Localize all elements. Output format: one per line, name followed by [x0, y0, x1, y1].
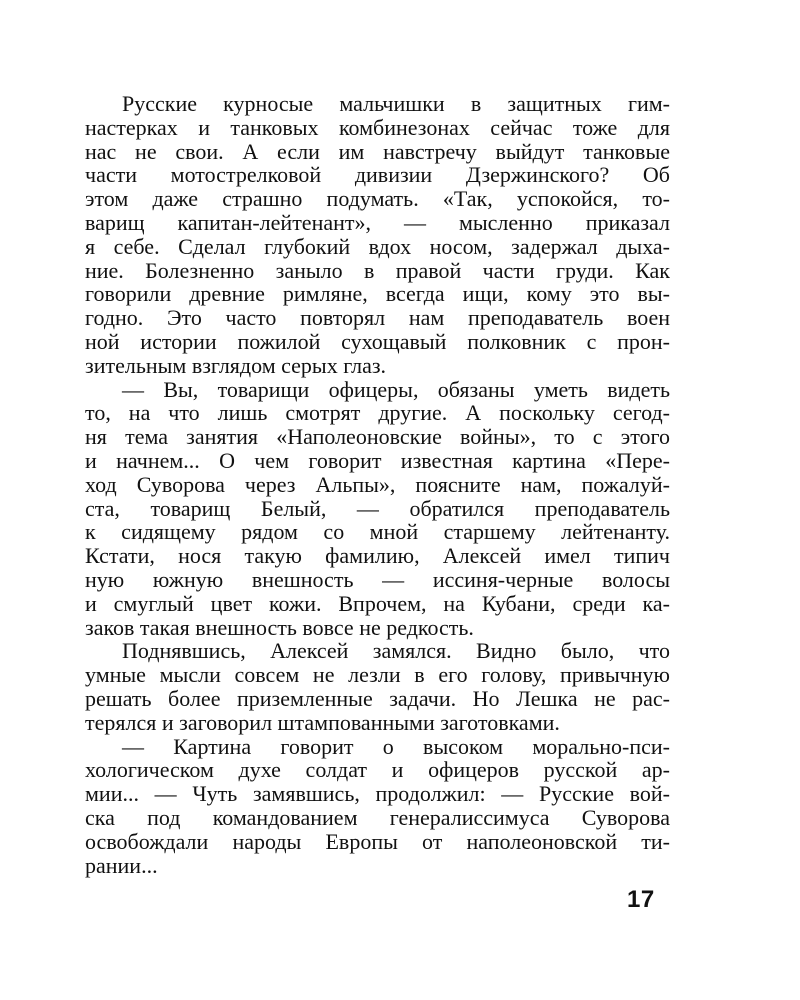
text-line: ска под командованием генералиссимуса Суворова — [85, 804, 670, 830]
text-line: ход Суворова через Альпы», поясните нам, пожалуй- — [85, 471, 670, 497]
text-line: терялся и заговорил штампованными заготовками. — [85, 709, 560, 735]
text-line: Кстати, нося такую фамилию, Алексей имел типич — [85, 543, 670, 569]
text-line: и смуглый цвет кожи. Впрочем, на Кубани, среди ка- — [85, 590, 670, 616]
text-line: умные мысли совсем не лезли в его голову, привычную — [85, 662, 670, 688]
text-line: варищ капитан-лейтенант», — мысленно приказал — [85, 209, 670, 235]
text-line: мии... — Чуть замявшись, продолжил: — Русские вой- — [85, 781, 670, 807]
body-text — [85, 92, 670, 877]
text-line: то, на что лишь смотрят другие. А поскольку сегод- — [85, 400, 670, 426]
text-line: к сидящему рядом со мной старшему лейтенанту. — [85, 519, 670, 545]
text-line: ня тема занятия «Наполеоновские войны», то с этого — [85, 424, 670, 450]
text-line: Поднявшись, Алексей замялся. Видно было, что — [122, 638, 670, 664]
page-number: 17 — [627, 886, 655, 913]
text-line: ние. Болезненно заныло в правой части груди. Как — [85, 257, 670, 283]
text-line: настерках и танковых комбинезонах сейчас тоже для — [85, 114, 670, 140]
text-line: зительным взглядом серых глаз. — [85, 352, 387, 378]
text-line: я себе. Сделал глубокий вдох носом, задержал дыха- — [85, 233, 670, 259]
text-line: ную южную внешность — иссиня-черные волосы — [85, 566, 670, 592]
text-line: ста, товарищ Белый, — обратился преподаватель — [85, 495, 670, 521]
text-line: решать более приземленные задачи. Но Лешка не рас- — [85, 685, 670, 711]
text-line: говорили древние римляне, всегда ищи, кому это вы- — [85, 281, 670, 307]
text-line: — Вы, товарищи офицеры, обязаны уметь видеть — [122, 376, 670, 402]
text-line: ной истории пожилой сухощавый полковник с прон- — [85, 328, 670, 354]
text-line: нас не свои. А если им навстречу выйдут танковые — [85, 138, 670, 164]
text-line: хологическом духе солдат и офицеров русской ар- — [85, 757, 670, 783]
text-line: части мотострелковой дивизии Дзержинского? Об — [85, 162, 670, 188]
text-line: — Картина говорит о высоком морально-пси- — [122, 733, 670, 759]
text-line: заков такая внешность вовсе не редкость. — [85, 614, 474, 640]
text-line: Русские курносые мальчишки в защитных гим- — [122, 91, 670, 116]
text-line: и начнем... О чем говорит известная картина «Пере- — [85, 447, 670, 473]
text-line: годно. Это часто повторял нам преподаватель воен — [85, 305, 670, 331]
text-line: освобождали народы Европы от наполеоновской ти- — [85, 828, 670, 854]
text-line: этом даже страшно подумать. «Так, успокойся, то- — [85, 186, 670, 212]
text-line: рании... — [85, 852, 158, 878]
